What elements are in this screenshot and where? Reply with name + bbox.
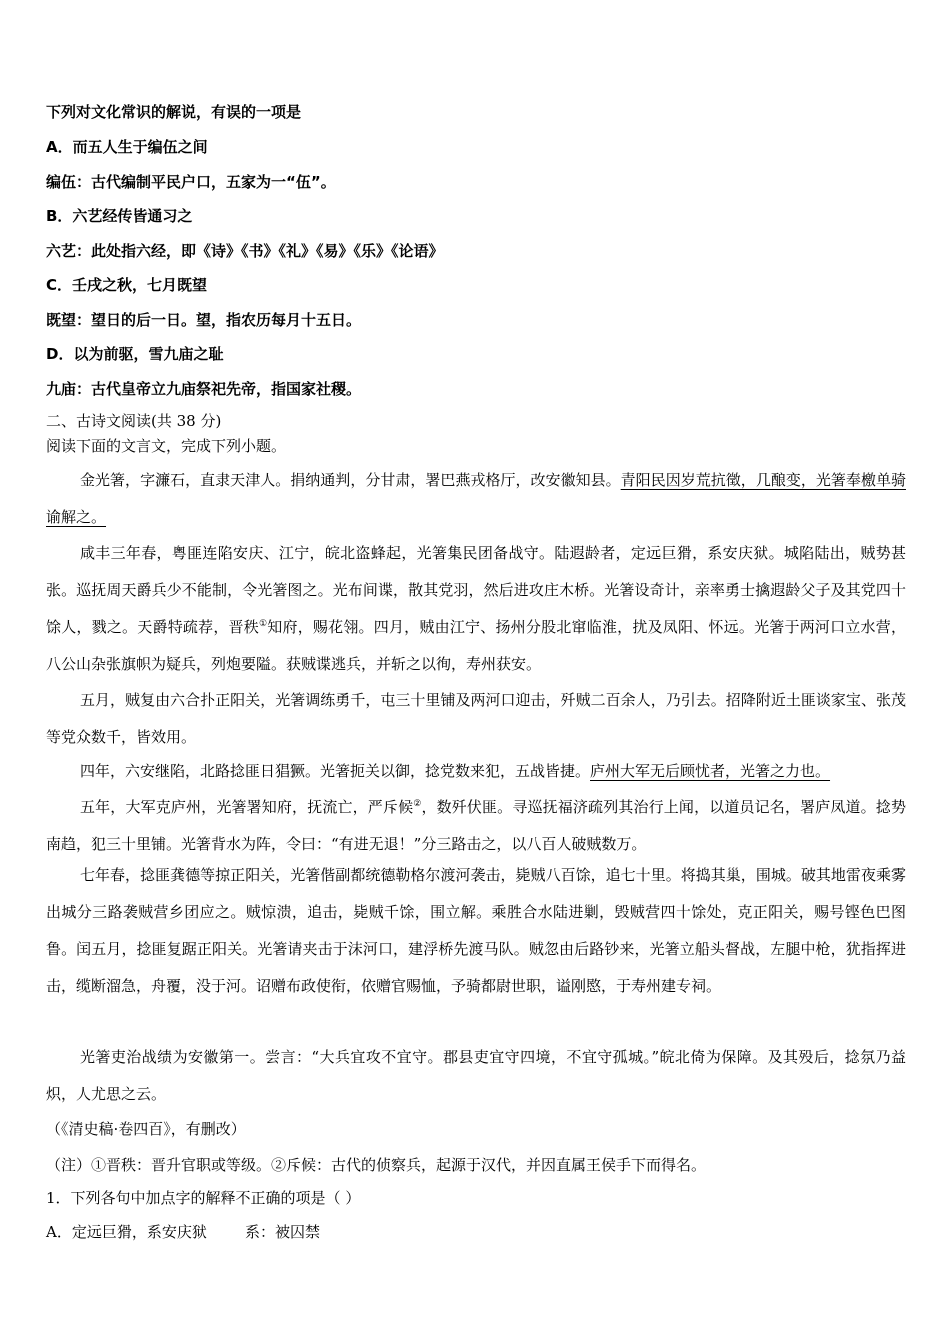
- question-1-option-a: A．定远巨猾，系安庆狱 系：被囚禁: [46, 1223, 320, 1241]
- p4-text: 四年，六安继陷，北路捻匪日猖獗。光箸扼关以御，捻党数来犯，五战皆捷。: [80, 762, 591, 780]
- p2-text-a: 咸丰三年春，粤匪连陷安庆、江宁，皖北盗蜂起，光箸集民团备战守。陆遐龄者，定远巨猾，系安庆狱。城陷陆出，贼势甚张。巡抚周天爵兵少不能制，令光箸图之。光布间谍，散其党羽，然后进攻庄木桥。光箸设奇计，亲率勇士擒遐龄父子及其党四十馀人，戮之。天爵特疏荐，晋秩: [46, 544, 906, 636]
- passage-paragraph-1: [46, 462, 906, 536]
- option-a-term: A．而五人生于编伍之间: [46, 138, 208, 156]
- passage-paragraph-3: 五月，贼复由六合扑正阳关，光箸调练勇千，屯三十里铺及两河口迎击，歼贼二百余人，乃引去。招降附近土匪谈家宝、张茂等党众数千，皆效用。: [46, 691, 906, 746]
- footnote: （注）①晋秩：晋升官职或等级。②斥候：古代的侦察兵，起源于汉代，并因直属王侯手下而得名。: [46, 1156, 707, 1174]
- passage-paragraph-5: [46, 789, 906, 863]
- passage-paragraph-7: 光箸吏治战绩为安徽第一。尝言：“大兵宜攻不宜守。郡县吏宜守四境，不宜守孤城。”皖北倚为保障。及其殁后，捻氛乃益炽，人尤思之云。: [46, 1048, 906, 1103]
- option-d-explain: 九庙：古代皇帝立九庙祭祀先帝，指国家社稷。: [46, 380, 362, 398]
- passage-paragraph-4: [46, 753, 906, 790]
- passage-paragraph-6: 七年春，捻匪龚德等掠正阳关，光箸偕副都统德勒格尔渡河袭击，毙贼八百馀，追七十里。将捣其巢，围城。破其地雷夜乘雾出城分三路袭贼营乡团应之。贼惊溃，追击，毙贼千馀，围立解。乘胜合水陆进剿，毁贼营四十馀处，克正阳关，赐号铿色巴图鲁。闰五月，捻匪复踞正阳关。光箸请夹击于沫河口，建浮桥先渡马队。贼忽由后路钞来，光箸立船头督战，左腿中枪，犹指挥进击，缆断溜急，舟覆，没于河。诏赠布政使衔，依赠官赐恤，予骑都尉世职，谥刚愍，于寿州建专祠。: [46, 866, 906, 995]
- section-heading: 二、古诗文阅读(共 38 分): [46, 412, 222, 430]
- note-marker-2: ②: [413, 799, 422, 809]
- option-a-explain: 编伍：古代编制平民户口，五家为一“伍”。: [46, 173, 336, 191]
- p1-text: 金光箸，字濂石，直隶天津人。捐纳通判，分甘肃，署巴燕戎格厅，改安徽知县。: [80, 471, 621, 489]
- question-stem: 下列对文化常识的解说，有误的一项是: [46, 103, 302, 121]
- option-b-term: B．六艺经传皆通习之: [46, 207, 193, 225]
- p5-text-b: ，数歼伏匪。寻巡抚福济疏列其治行上闻，以道员记名，署庐凤道。捻势南趋，犯三十里铺。光箸背水为阵，令曰：“有进无退！”分三路击之，以八百人破贼数万。: [46, 798, 906, 853]
- option-d-term: D．以为前驱，雪九庙之耻: [46, 345, 224, 363]
- passage-paragraph-2: [46, 535, 906, 683]
- note-marker-1: ①: [258, 619, 268, 629]
- option-c-explain: 既望：望日的后一日。望，指农历每月十五日。: [46, 311, 362, 329]
- option-b-explain: 六艺：此处指六经，即《诗》《书》《礼》《易》《乐》《论语》: [46, 242, 444, 260]
- p2-text-b: 知府，赐花翎。四月，贼由江宁、扬州分股北窜临淮，扰及凤阳、怀远。光箸于两河口立水营，八公山杂张旗帜为疑兵，列炮要隘。获贼谍逃兵，并斩之以徇，寿州获安。: [46, 618, 906, 673]
- question-1-stem: 1．下列各句中加点字的解释不正确的项是（ ）: [46, 1189, 361, 1207]
- p4-underlined-sentence: 庐州大军无后顾忧者，光箸之力也。: [590, 762, 831, 780]
- option-c-term: C．壬戌之秋，七月既望: [46, 276, 208, 294]
- p1-underlined-sentence: 青阳民因岁荒抗徵，几酿变，光箸奉檄单骑谕解之。: [46, 471, 906, 526]
- p5-text-a: 五年，大军克庐州，光箸署知府，抚流亡，严斥候: [80, 798, 414, 816]
- source-citation: （《清史稿·卷四百》，有删改）: [46, 1120, 246, 1138]
- section-instruction: 阅读下面的文言文，完成下列小题。: [46, 437, 287, 455]
